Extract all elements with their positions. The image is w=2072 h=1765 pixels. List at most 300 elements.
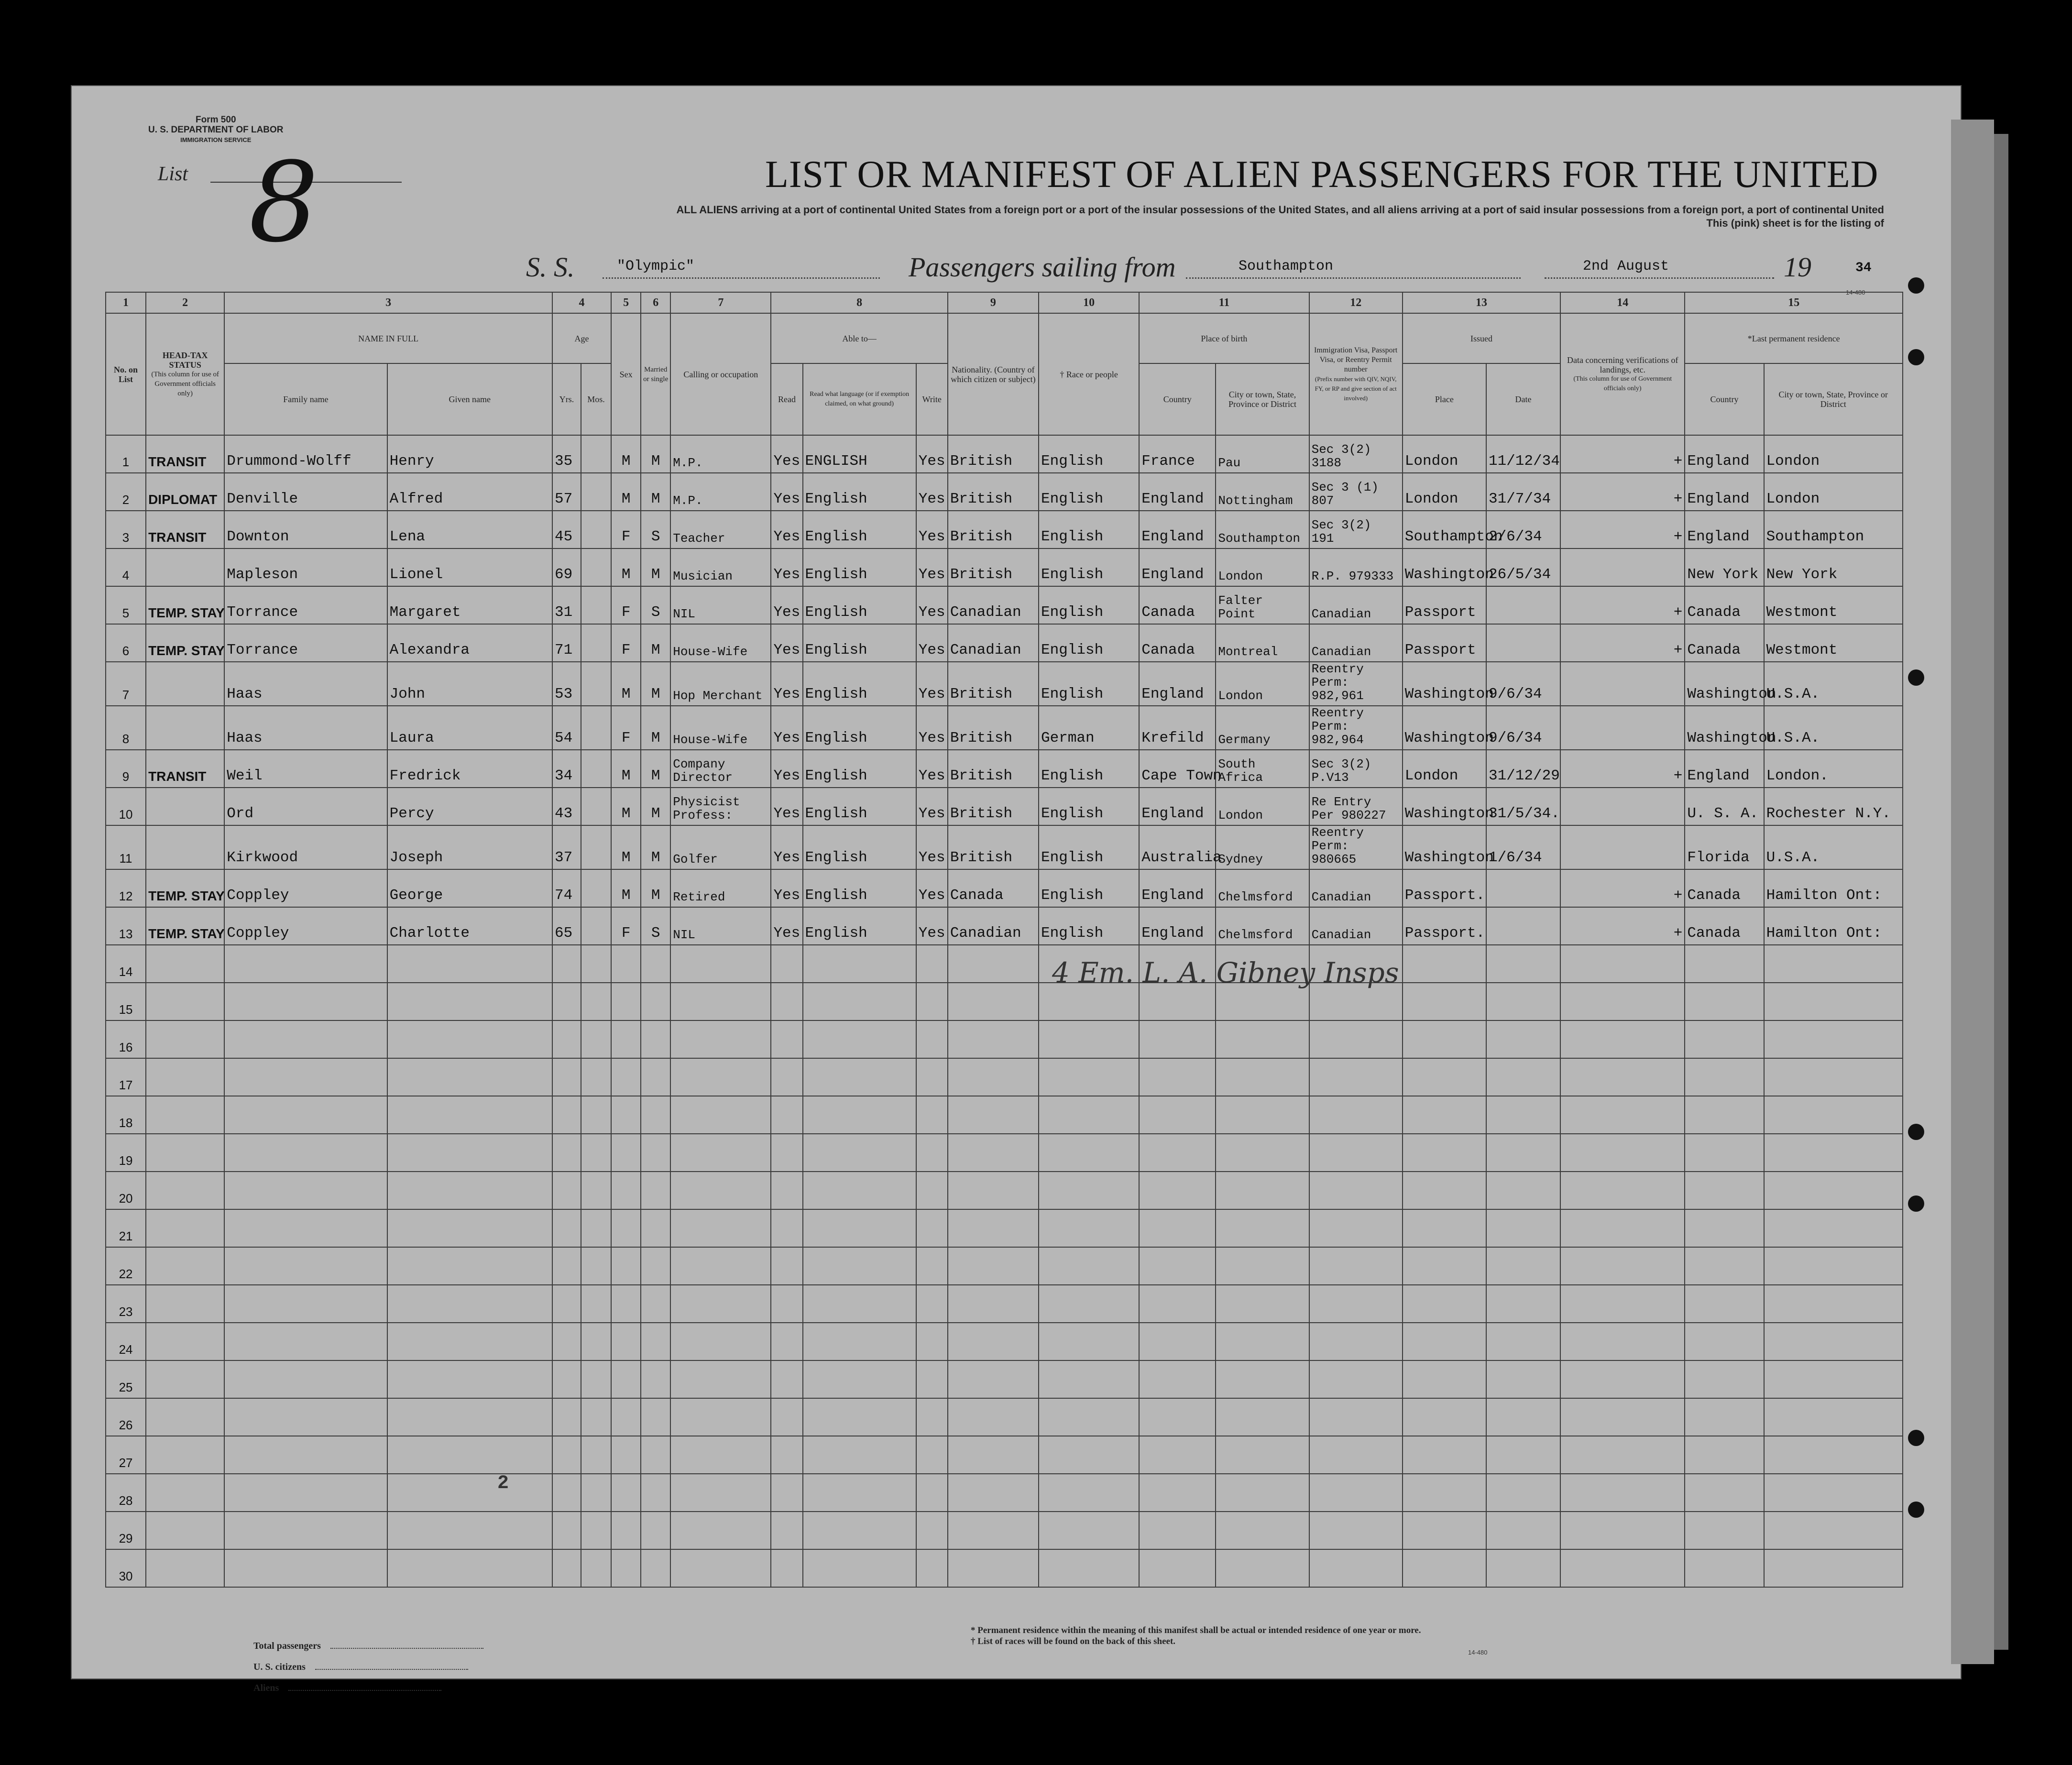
row-number: 12 (106, 869, 146, 907)
verification-mark: + (1560, 907, 1685, 945)
occupation: Physicist Profess: (670, 788, 771, 825)
family-name: Coppley (224, 869, 387, 907)
issued-place (1403, 1512, 1486, 1549)
occupation: NIL (670, 586, 771, 624)
head-tax-status: DIPLOMAT (146, 473, 224, 511)
residence-country: Canada (1685, 586, 1764, 624)
row-number: 5 (106, 586, 146, 624)
sex: M (611, 473, 641, 511)
given-name (387, 1172, 552, 1209)
occupation (670, 1058, 771, 1096)
verification-mark (1560, 1360, 1685, 1398)
birth-country: England (1139, 907, 1216, 945)
read-language (803, 945, 916, 983)
can-read (771, 1134, 802, 1172)
birth-country (1139, 1285, 1216, 1323)
corner-code: 14-480 (1846, 289, 1865, 296)
age-years: 69 (552, 548, 581, 586)
col-number: 3 (224, 292, 552, 313)
binder-hole (1908, 1124, 1924, 1140)
birth-country (1139, 1172, 1216, 1209)
can-write (916, 1436, 948, 1474)
head-tax-status: TEMP. STAY (146, 907, 224, 945)
empty-row (106, 1247, 1903, 1285)
passenger-row (106, 511, 1903, 548)
can-read: Yes (771, 511, 802, 548)
read-language: English (803, 750, 916, 788)
birth-country (1139, 1360, 1216, 1398)
given-name (387, 1549, 552, 1587)
race (1039, 1020, 1139, 1058)
can-read (771, 1398, 802, 1436)
age-months (581, 1247, 611, 1285)
occupation (670, 1172, 771, 1209)
age-months (581, 869, 611, 907)
sex: M (611, 869, 641, 907)
birth-city: South Africa (1216, 750, 1309, 788)
col-number: 14 (1560, 292, 1685, 313)
issued-date (1486, 1058, 1560, 1096)
residence-country (1685, 1247, 1764, 1285)
can-read (771, 945, 802, 983)
header-race: † Race or people (1039, 313, 1139, 435)
can-read (771, 1058, 802, 1096)
read-language: English (803, 788, 916, 825)
birth-country: Australia (1139, 825, 1216, 869)
nationality (948, 1398, 1039, 1436)
birth-city (1216, 1058, 1309, 1096)
birth-city: Montreal (1216, 624, 1309, 662)
can-read: Yes (771, 473, 802, 511)
age-years: 34 (552, 750, 581, 788)
header-data-concerning (1560, 313, 1685, 435)
sex: F (611, 511, 641, 548)
birth-country: England (1139, 662, 1216, 706)
empty-row (106, 1058, 1903, 1096)
given-name: Alfred (387, 473, 552, 511)
sex (611, 1323, 641, 1360)
row-number: 6 (106, 624, 146, 662)
birth-country: England (1139, 548, 1216, 586)
subtitle-line-1: ALL ALIENS arriving at a port of continental United States from a foreign port or a port of the insular possessions of the United States, and all aliens arriving at a port of said insular possessions from a foreign port, a port of continental United (676, 204, 1884, 216)
residence-country: England (1685, 435, 1764, 473)
nationality: British (948, 511, 1039, 548)
row-number: 18 (106, 1096, 146, 1134)
row-number: 25 (106, 1360, 146, 1398)
visa-number: Sec 3(2) P.V13 (1309, 750, 1403, 788)
age-years: 71 (552, 624, 581, 662)
birth-city: Chelmsford (1216, 907, 1309, 945)
head-tax-note: (This column for use of Government officials only) (151, 370, 219, 397)
issued-place (1403, 1474, 1486, 1512)
given-name (387, 945, 552, 983)
married-status (641, 1398, 670, 1436)
col-number: 9 (948, 292, 1039, 313)
race: English (1039, 586, 1139, 624)
us-citizens-line (315, 1669, 468, 1670)
can-read: Yes (771, 750, 802, 788)
issued-place: London (1403, 750, 1486, 788)
header-able-to: Able to— (771, 313, 947, 363)
visa-number (1309, 1209, 1403, 1247)
age-months (581, 1549, 611, 1587)
issued-date: 9/6/34 (1486, 662, 1560, 706)
row-number: 2 (106, 473, 146, 511)
issued-place: Washington (1403, 706, 1486, 750)
can-read: Yes (771, 624, 802, 662)
can-read (771, 1285, 802, 1323)
verification-mark (1560, 1058, 1685, 1096)
issued-place (1403, 1209, 1486, 1247)
sex (611, 1134, 641, 1172)
residence-city (1764, 1285, 1903, 1323)
residence-country: England (1685, 473, 1764, 511)
nationality (948, 1172, 1039, 1209)
birth-country (1139, 1436, 1216, 1474)
header-birth-country: Country (1139, 363, 1216, 435)
issued-place (1403, 1172, 1486, 1209)
married-status (641, 1209, 670, 1247)
married-status: M (641, 624, 670, 662)
col-number: 4 (552, 292, 611, 313)
given-name (387, 983, 552, 1020)
residence-city: New York (1764, 548, 1903, 586)
married-status (641, 1512, 670, 1549)
birth-city (1216, 1209, 1309, 1247)
residence-city: London (1764, 435, 1903, 473)
head-tax-status (146, 1058, 224, 1096)
head-tax-status (146, 662, 224, 706)
birth-country (1139, 1058, 1216, 1096)
binder-hole (1908, 1195, 1924, 1212)
residence-country (1685, 1323, 1764, 1360)
row-number: 7 (106, 662, 146, 706)
given-name (387, 1360, 552, 1398)
age-months (581, 907, 611, 945)
read-language (803, 1360, 916, 1398)
residence-country (1685, 1172, 1764, 1209)
row-number: 22 (106, 1247, 146, 1285)
verification-mark (1560, 945, 1685, 983)
race (1039, 1398, 1139, 1436)
family-name (224, 1360, 387, 1398)
birth-city: London (1216, 662, 1309, 706)
issued-place: Passport. (1403, 869, 1486, 907)
verification-mark (1560, 1285, 1685, 1323)
residence-country: Florida (1685, 825, 1764, 869)
family-name (224, 1436, 387, 1474)
birth-city (1216, 1512, 1309, 1549)
nationality: British (948, 706, 1039, 750)
sex (611, 1172, 641, 1209)
visa-number: Canadian (1309, 624, 1403, 662)
age-months (581, 435, 611, 473)
can-read: Yes (771, 825, 802, 869)
empty-row (106, 1398, 1903, 1436)
residence-city (1764, 1209, 1903, 1247)
read-language (803, 1323, 916, 1360)
given-name: John (387, 662, 552, 706)
occupation: Musician (670, 548, 771, 586)
age-months (581, 662, 611, 706)
issued-place: Southampton (1403, 511, 1486, 548)
given-name (387, 1020, 552, 1058)
residence-country (1685, 983, 1764, 1020)
birth-country: Canada (1139, 586, 1216, 624)
married-status (641, 1360, 670, 1398)
issued-place (1403, 945, 1486, 983)
birth-country: Canada (1139, 624, 1216, 662)
occupation: Golfer (670, 825, 771, 869)
head-tax-status: TEMP. STAY (146, 869, 224, 907)
married-status: S (641, 511, 670, 548)
nationality (948, 1096, 1039, 1134)
can-read (771, 1209, 802, 1247)
birth-country (1139, 1549, 1216, 1587)
visa-number (1309, 1512, 1403, 1549)
empty-row (106, 1323, 1903, 1360)
empty-row (106, 1134, 1903, 1172)
head-tax-status (146, 1209, 224, 1247)
given-name (387, 1285, 552, 1323)
married-status (641, 1096, 670, 1134)
read-language (803, 1512, 916, 1549)
row-number: 1 (106, 435, 146, 473)
residence-city: U.S.A. (1764, 662, 1903, 706)
given-name: Joseph (387, 825, 552, 869)
age-years: 37 (552, 825, 581, 869)
issued-date: 31/5/34. (1486, 788, 1560, 825)
nationality: British (948, 750, 1039, 788)
issued-place: Washington (1403, 548, 1486, 586)
nationality: British (948, 825, 1039, 869)
issued-date (1486, 1474, 1560, 1512)
can-read (771, 1436, 802, 1474)
residence-city (1764, 1172, 1903, 1209)
verification-mark (1560, 706, 1685, 750)
aliens (253, 1677, 483, 1699)
row-number: 15 (106, 983, 146, 1020)
race (1039, 1549, 1139, 1587)
visa-number (1309, 1436, 1403, 1474)
given-name: Margaret (387, 586, 552, 624)
can-write: Yes (916, 788, 948, 825)
can-write (916, 983, 948, 1020)
occupation (670, 1512, 771, 1549)
nationality: Canadian (948, 586, 1039, 624)
birth-city: London (1216, 548, 1309, 586)
binder-hole (1908, 277, 1924, 294)
can-write (916, 1134, 948, 1172)
age-years (552, 1360, 581, 1398)
can-write: Yes (916, 548, 948, 586)
occupation (670, 1096, 771, 1134)
col-number: 11 (1139, 292, 1309, 313)
form-number: Form 500 (196, 115, 236, 125)
residence-city: Rochester N.Y. (1764, 788, 1903, 825)
read-language: English (803, 586, 916, 624)
birth-country (1139, 1474, 1216, 1512)
sailing-label: Passengers sailing from (909, 252, 1176, 283)
visa-number: Reentry Perm: 982,964 (1309, 706, 1403, 750)
birth-country: England (1139, 788, 1216, 825)
given-name (387, 1096, 552, 1134)
birth-city: Sydney (1216, 825, 1309, 869)
age-months (581, 1020, 611, 1058)
given-name (387, 1247, 552, 1285)
list-label: List (158, 163, 188, 185)
family-name (224, 1247, 387, 1285)
age-years: 53 (552, 662, 581, 706)
residence-city: U.S.A. (1764, 706, 1903, 750)
birth-city (1216, 1020, 1309, 1058)
head-tax-status (146, 1549, 224, 1587)
can-write (916, 1360, 948, 1398)
race: English (1039, 750, 1139, 788)
age-months (581, 788, 611, 825)
family-name (224, 1549, 387, 1587)
birth-city (1216, 1134, 1309, 1172)
age-months (581, 1285, 611, 1323)
read-language (803, 1209, 916, 1247)
nationality (948, 983, 1039, 1020)
header-head-tax (146, 313, 224, 435)
col-number: 1 (106, 292, 146, 313)
race: English (1039, 435, 1139, 473)
header-last-residence: *Last permanent residence (1685, 313, 1903, 363)
age-months (581, 825, 611, 869)
age-years (552, 983, 581, 1020)
residence-country (1685, 1020, 1764, 1058)
read-language: English (803, 825, 916, 869)
occupation (670, 945, 771, 983)
race: German (1039, 706, 1139, 750)
family-name: Haas (224, 706, 387, 750)
nationality (948, 1247, 1039, 1285)
empty-row (106, 1096, 1903, 1134)
residence-city (1764, 1512, 1903, 1549)
verification-mark: + (1560, 473, 1685, 511)
residence-country: U. S. A. (1685, 788, 1764, 825)
passenger-row (106, 548, 1903, 586)
occupation (670, 1549, 771, 1587)
issued-place (1403, 1398, 1486, 1436)
given-name: Lena (387, 511, 552, 548)
married-status: M (641, 788, 670, 825)
family-name: Haas (224, 662, 387, 706)
can-read (771, 1020, 802, 1058)
residence-city (1764, 1134, 1903, 1172)
married-status (641, 1058, 670, 1096)
head-tax-status (146, 788, 224, 825)
can-write (916, 1096, 948, 1134)
head-tax-status (146, 1474, 224, 1512)
header-read: Read (771, 363, 802, 435)
married-status: S (641, 586, 670, 624)
read-language (803, 1096, 916, 1134)
issued-date (1486, 1209, 1560, 1247)
empty-row (106, 1474, 1903, 1512)
row-number: 13 (106, 907, 146, 945)
married-status: M (641, 548, 670, 586)
year-prefix: 19 (1784, 252, 1811, 283)
row-number: 9 (106, 750, 146, 788)
can-write: Yes (916, 869, 948, 907)
verification-mark (1560, 788, 1685, 825)
birth-city (1216, 1172, 1309, 1209)
can-read (771, 1549, 802, 1587)
page-edge-back (1994, 134, 2008, 1650)
visa-number: Sec 3(2) 3188 (1309, 435, 1403, 473)
can-write (916, 1323, 948, 1360)
sex (611, 1360, 641, 1398)
issued-place (1403, 1285, 1486, 1323)
birth-country (1139, 1209, 1216, 1247)
verification-mark: + (1560, 624, 1685, 662)
residence-country (1685, 945, 1764, 983)
age-months (581, 706, 611, 750)
visa-number: Reentry Perm: 980665 (1309, 825, 1403, 869)
issued-place (1403, 1134, 1486, 1172)
read-language: English (803, 706, 916, 750)
sex (611, 945, 641, 983)
given-name (387, 1398, 552, 1436)
issued-place: Washington (1403, 825, 1486, 869)
col-number: 7 (670, 292, 771, 313)
nationality (948, 1020, 1039, 1058)
visa-number (1309, 1172, 1403, 1209)
binder-hole (1908, 1502, 1924, 1518)
race: English (1039, 473, 1139, 511)
visa-number (1309, 1058, 1403, 1096)
issued-place (1403, 1096, 1486, 1134)
row-number: 27 (106, 1436, 146, 1474)
can-write (916, 1058, 948, 1096)
header-issued: Issued (1403, 313, 1560, 363)
family-name: Downton (224, 511, 387, 548)
age-years (552, 1096, 581, 1134)
read-language (803, 1474, 916, 1512)
issued-date (1486, 1285, 1560, 1323)
us-citizens-label: U. S. citizens (253, 1662, 306, 1672)
nationality (948, 1474, 1039, 1512)
read-language (803, 1058, 916, 1096)
issued-place (1403, 1549, 1486, 1587)
verification-mark (1560, 1474, 1685, 1512)
empty-row (106, 1209, 1903, 1247)
residence-city (1764, 1360, 1903, 1398)
age-years (552, 1474, 581, 1512)
age-months (581, 983, 611, 1020)
occupation: House-Wife (670, 706, 771, 750)
sex: F (611, 706, 641, 750)
issued-date (1486, 586, 1560, 624)
issued-date (1486, 983, 1560, 1020)
col-number: 8 (771, 292, 947, 313)
birth-country (1139, 1096, 1216, 1134)
family-name (224, 1323, 387, 1360)
issued-place: Passport (1403, 586, 1486, 624)
occupation: M.P. (670, 435, 771, 473)
verification-mark (1560, 662, 1685, 706)
ship-name: "Olympic" (617, 258, 695, 274)
passenger-row (106, 825, 1903, 869)
birth-city (1216, 1360, 1309, 1398)
birth-city (1216, 1096, 1309, 1134)
issued-date (1486, 1096, 1560, 1134)
residence-city (1764, 1247, 1903, 1285)
visa-number (1309, 1247, 1403, 1285)
